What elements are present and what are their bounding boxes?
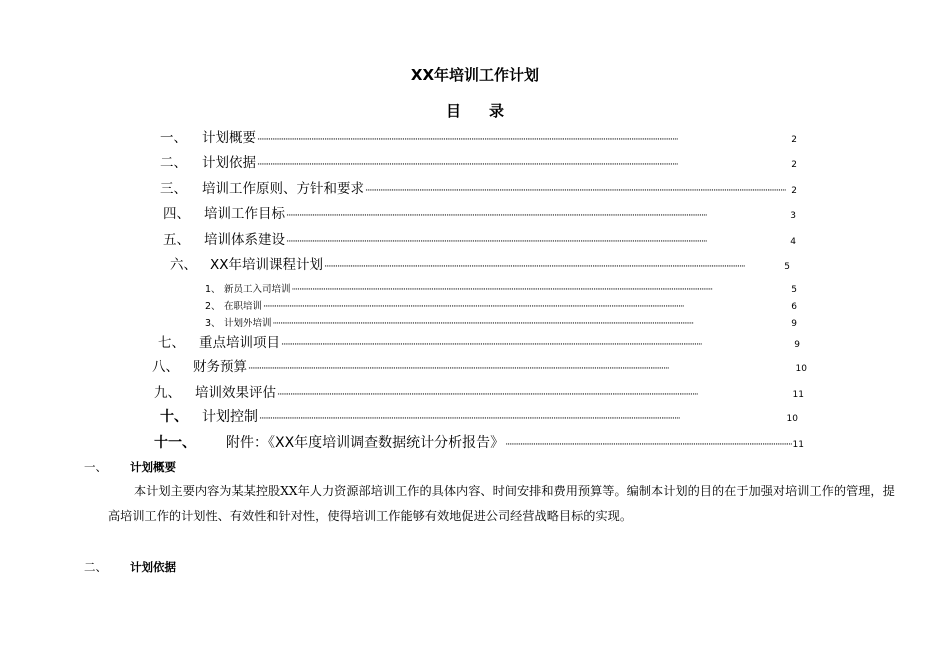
toc-leader xyxy=(324,263,783,272)
toc-entry-number: 五、 xyxy=(163,232,190,248)
toc-heading-char-1: 目 xyxy=(445,102,461,120)
toc-leader xyxy=(259,415,786,424)
toc-entry[interactable] xyxy=(170,253,790,273)
toc-entry-page: 2 xyxy=(791,186,797,196)
toc-entry-number: 二、 xyxy=(160,155,187,171)
toc-entry[interactable] xyxy=(163,202,796,222)
toc-entry-number: 十、 xyxy=(160,409,188,425)
toc-leader xyxy=(277,391,792,400)
toc-entry-title: 培训工作目标 xyxy=(204,206,285,222)
toc-entry-title: 培训体系建设 xyxy=(204,232,285,248)
toc-leader xyxy=(273,320,791,329)
toc-heading xyxy=(0,100,950,121)
toc-entry-title: 培训效果评估 xyxy=(195,385,276,401)
section-number: 一、 xyxy=(84,460,107,474)
section-heading xyxy=(84,559,176,575)
toc-entry-title: 培训工作原则、方针和要求 xyxy=(202,181,364,197)
toc-entry-title: 在职培训 xyxy=(224,301,263,312)
toc-entry-number: 三、 xyxy=(160,181,187,197)
toc-entry-page: 5 xyxy=(784,262,790,272)
document-title: XX年培训工作计划 xyxy=(410,66,540,84)
toc-entry-title: 计划外培训 xyxy=(224,318,272,329)
section-body: 本计划主要内容为某某控股XX年人力资源部培训工作的具体内容、时间安排和费用预算等。编制本计划的目的在于加强对培训工作的管理，提高培训工作的计划性、有效性和针对性，使得培训工作能够有效地促进公司经营战略目标的实现。 xyxy=(108,484,895,523)
toc-entry[interactable] xyxy=(160,177,797,197)
toc-entry-number: 六、 xyxy=(170,257,197,273)
toc-entry-title: XX年培训课程计划 xyxy=(210,257,323,273)
toc-entry-page: 6 xyxy=(791,302,797,312)
toc-entry[interactable] xyxy=(158,331,800,351)
toc-entry-number: 一、 xyxy=(160,130,187,146)
toc-leader xyxy=(286,212,789,221)
toc-subentry[interactable] xyxy=(205,315,797,329)
toc-entry-title: 财务预算 xyxy=(193,359,247,375)
toc-entry-page: 4 xyxy=(790,237,796,247)
toc-heading-char-2: 录 xyxy=(489,102,505,120)
section-number: 二、 xyxy=(84,560,107,574)
toc-entry[interactable] xyxy=(160,151,797,171)
toc-entry-number: 3、 xyxy=(205,318,221,329)
toc-entry[interactable] xyxy=(160,406,798,426)
section-title: 计划概要 xyxy=(130,460,176,474)
toc-leader xyxy=(365,187,790,196)
toc-entry[interactable] xyxy=(154,432,804,452)
toc-entry-title: 计划依据 xyxy=(202,155,256,171)
toc-leader xyxy=(281,341,793,350)
toc-entry-title: 新员工入司培训 xyxy=(224,284,291,295)
toc-entry-number: 1、 xyxy=(205,284,221,295)
toc-leader xyxy=(263,303,790,312)
section-title: 计划依据 xyxy=(130,560,176,574)
toc-entry-page: 9 xyxy=(791,319,797,329)
toc-leader xyxy=(257,136,790,145)
toc-entry-title: 计划概要 xyxy=(202,130,256,146)
toc-entry-page: 9 xyxy=(794,340,800,350)
toc-entry-page: 3 xyxy=(790,211,796,221)
toc-entry-number: 十一、 xyxy=(154,435,196,451)
toc-entry[interactable] xyxy=(152,355,807,375)
toc-entry[interactable] xyxy=(160,126,797,146)
toc-entry-number: 七、 xyxy=(158,335,185,351)
toc-entry[interactable] xyxy=(163,228,796,248)
toc-entry-number: 2、 xyxy=(205,301,221,312)
toc-entry[interactable] xyxy=(154,381,804,401)
toc-leader xyxy=(248,365,795,374)
toc-leader xyxy=(505,441,791,450)
toc-entry-title: 计划控制 xyxy=(202,409,258,425)
toc-entry-page: 2 xyxy=(791,160,797,170)
toc-entry-title: 附件：《XX年度培训调查数据统计分析报告》 xyxy=(226,435,505,451)
toc-leader xyxy=(292,286,791,295)
toc-entry-page: 2 xyxy=(791,135,797,145)
toc-entry-number: 九、 xyxy=(154,385,181,401)
toc-entry-number: 四、 xyxy=(163,206,190,222)
section-heading xyxy=(84,459,176,475)
toc-entry-page: 5 xyxy=(791,285,797,295)
toc-subentry[interactable] xyxy=(205,298,797,312)
toc-entry-title: 重点培训项目 xyxy=(199,335,280,351)
toc-subentry[interactable] xyxy=(205,281,797,295)
toc-entry-page: 11 xyxy=(792,440,804,450)
toc-leader xyxy=(286,238,789,247)
toc-entry-number: 八、 xyxy=(152,359,179,375)
toc-leader xyxy=(257,161,790,170)
toc-entry-page: 10 xyxy=(795,364,807,374)
toc-entry-page: 10 xyxy=(786,414,798,424)
toc-entry-page: 11 xyxy=(792,390,804,400)
